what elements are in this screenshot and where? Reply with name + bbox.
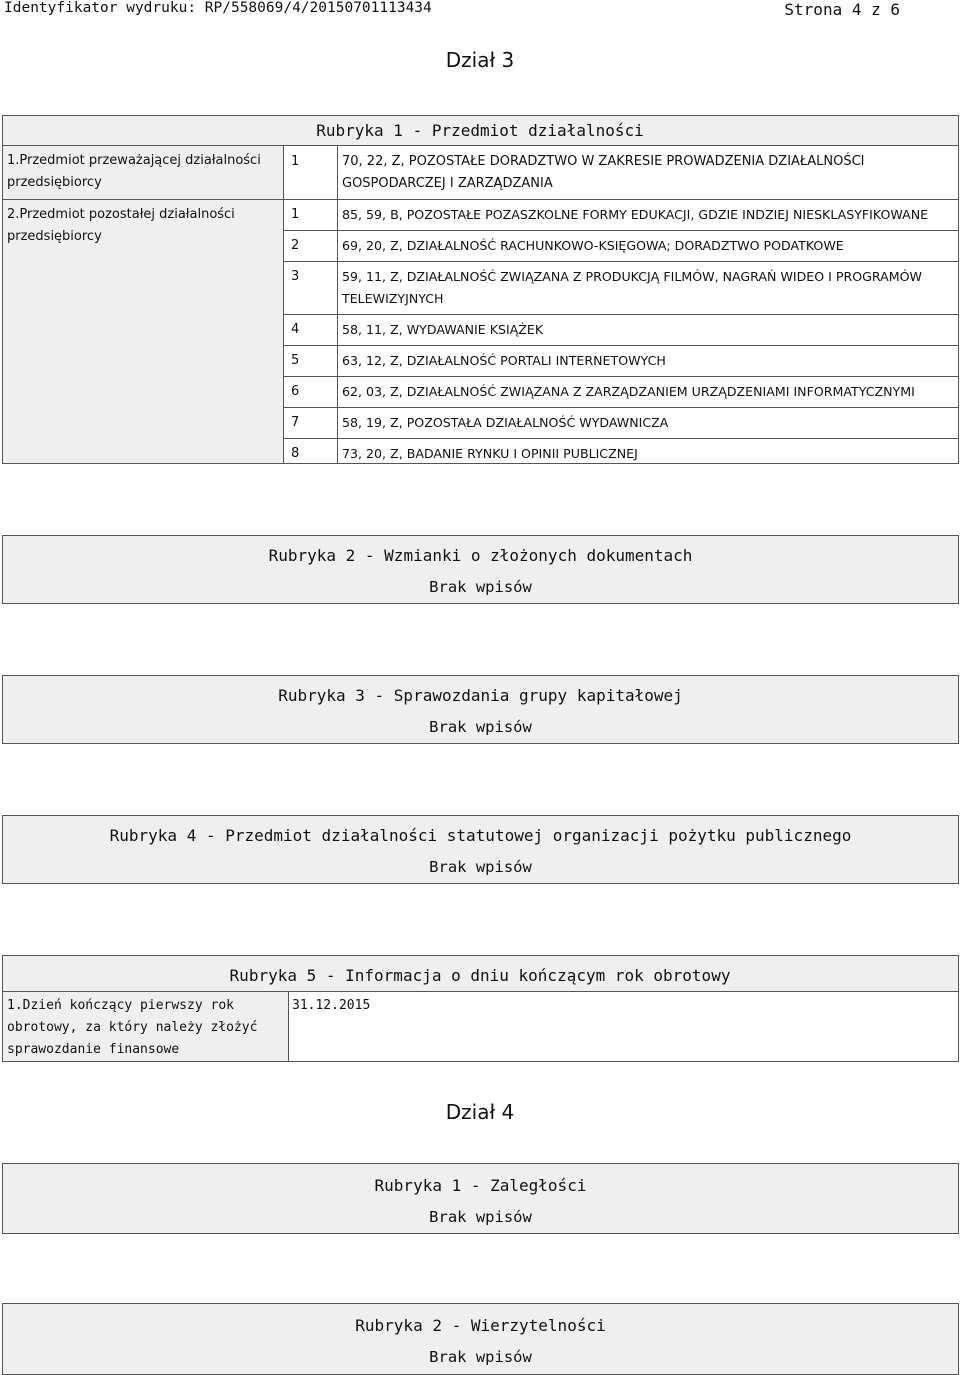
dzial4-rubryka-1-value: Brak wpisów: [429, 1208, 532, 1226]
other-row-num: 6: [291, 384, 300, 399]
other-row-num-cell: [283, 376, 338, 408]
other-row-text-cell: [337, 230, 959, 262]
rubryka-5-title: Rubryka 5 - Informacja o dniu kończącym rok obrotowy: [229, 966, 731, 985]
other-row-num: 7: [291, 415, 300, 430]
other-row-num-cell: [283, 314, 338, 346]
other-row-text: 62, 03, Z, DZIAŁALNOŚĆ ZWIĄZANA Z ZARZĄDZANIEM URZĄDZENIAMI INFORMATYCZNYMI: [342, 384, 915, 399]
other-row-text: 63, 12, Z, DZIAŁALNOŚĆ PORTALI INTERNETOWYCH: [342, 353, 666, 368]
other-row-num-cell: [283, 438, 338, 464]
other-row-text-cell: [337, 261, 959, 315]
other-row-num-cell: [283, 345, 338, 377]
fiscal-year-label-cell: [2, 991, 289, 1062]
rubryka-4-title: Rubryka 4 - Przedmiot działalności statutowej organizacji pożytku publicznego: [109, 826, 852, 845]
other-row-text: 85, 59, B, POZOSTAŁE POZASZKOLNE FORMY EDUKACJI, GDZIE INDZIEJ NIESKLASYFIKOWANE: [342, 207, 929, 222]
rubryka-2-title: Rubryka 2 - Wzmianki o złożonych dokumentach: [268, 546, 693, 565]
main-row-num: 1: [291, 154, 300, 169]
dzial4-rubryka-2-panel: [2, 1303, 959, 1375]
section-title-dzial-3: Dział 3: [445, 48, 515, 72]
other-row-text: 58, 11, Z, WYDAWANIE KSIĄŻEK: [342, 322, 544, 337]
other-row-num: 8: [291, 446, 300, 461]
other-row-num: 4: [291, 322, 300, 337]
other-row-text: 73, 20, Z, BADANIE RYNKU I OPINII PUBLICZNEJ: [342, 446, 638, 461]
fiscal-year-value-cell: [288, 991, 959, 1062]
other-row-num-cell: [283, 199, 338, 231]
page-number: Strona 4 z 6: [784, 0, 900, 19]
other-row-num-cell: [283, 261, 338, 315]
rubryka-3-panel: [2, 675, 959, 744]
print-identifier: Identyfikator wydruku: RP/558069/4/20150701113434: [4, 0, 432, 16]
other-row-num: 2: [291, 238, 300, 253]
rubryka-1-title: Rubryka 1 - Przedmiot działalności: [316, 121, 644, 140]
rubryka-2-value: Brak wpisów: [429, 578, 532, 596]
fiscal-year-label: 1.Dzień kończący pierwszy rok obrotowy, za który należy złożyć sprawozdanie finansowe: [7, 998, 258, 1057]
other-row-text-cell: [337, 199, 959, 231]
other-row-text-cell: [337, 314, 959, 346]
other-row-num: 3: [291, 269, 300, 284]
other-row-text-cell: [337, 345, 959, 377]
main-activity-label: 1.Przedmiot przeważającej działalności przedsiębiorcy: [7, 153, 261, 190]
main-row-text-cell: [337, 145, 959, 200]
dzial4-rubryka-2-value: Brak wpisów: [429, 1348, 532, 1366]
section-title-dzial-4: Dział 4: [445, 1100, 515, 1124]
rubryka-2-panel: [2, 535, 959, 604]
rubryka-4-panel: [2, 815, 959, 884]
other-row-num-cell: [283, 230, 338, 262]
rubryka-3-value: Brak wpisów: [429, 718, 532, 736]
other-row-num-cell: [283, 407, 338, 439]
main-row-text: 70, 22, Z, POZOSTAŁE DORADZTWO W ZAKRESIE PROWADZENIA DZIAŁALNOŚCI GOSPODARCZEJ I ZARZĄDZANIA: [342, 154, 865, 191]
other-activity-label-cell: [2, 199, 284, 464]
other-row-text: 69, 20, Z, DZIAŁALNOŚĆ RACHUNKOWO-KSIĘGOWA; DORADZTWO PODATKOWE: [342, 238, 844, 253]
dzial4-rubryka-2-title: Rubryka 2 - Wierzytelności: [355, 1316, 606, 1335]
fiscal-year-value: 31.12.2015: [292, 998, 371, 1013]
other-row-num: 5: [291, 353, 300, 368]
dzial4-rubryka-1-title: Rubryka 1 - Zaległości: [374, 1176, 587, 1195]
other-row-text-cell: [337, 438, 959, 464]
other-row-num: 1: [291, 207, 300, 222]
dzial4-rubryka-1-panel: [2, 1163, 959, 1234]
other-row-text: 59, 11, Z, DZIAŁALNOŚĆ ZWIĄZANA Z PRODUKCJĄ FILMÓW, NAGRAŃ WIDEO I PROGRAMÓW TELEWIZYJNYCH: [342, 269, 922, 306]
other-row-text-cell: [337, 407, 959, 439]
other-row-text: 58, 19, Z, POZOSTAŁA DZIAŁALNOŚĆ WYDAWNICZA: [342, 415, 669, 430]
other-activity-label: 2.Przedmiot pozostałej działalności przedsiębiorcy: [7, 207, 235, 244]
rubryka-4-value: Brak wpisów: [429, 858, 532, 876]
main-activity-label-cell: [2, 145, 284, 200]
rubryka-3-title: Rubryka 3 - Sprawozdania grupy kapitałowej: [278, 686, 683, 705]
other-row-text-cell: [337, 376, 959, 408]
main-row-num-cell: [283, 145, 338, 200]
